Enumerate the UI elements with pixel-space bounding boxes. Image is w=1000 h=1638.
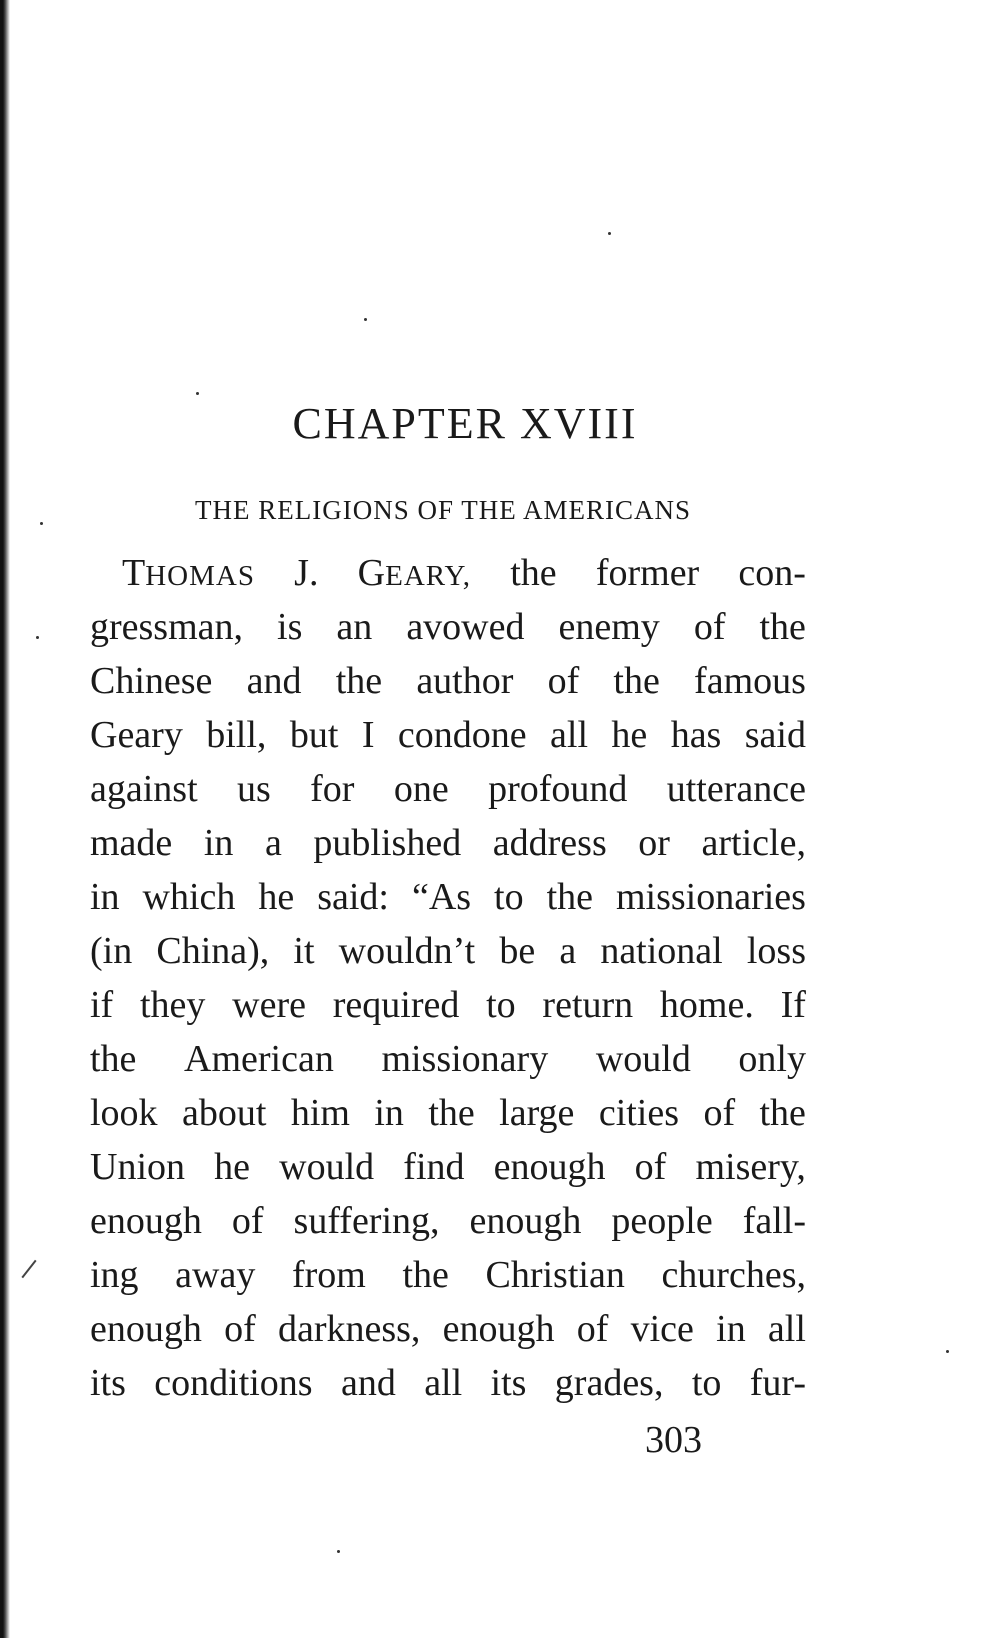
word: required — [332, 984, 460, 1026]
word: find — [403, 1146, 465, 1188]
word: he — [611, 714, 648, 756]
word: people — [611, 1200, 713, 1242]
word: one — [393, 768, 449, 810]
word: “As — [411, 876, 472, 918]
binding-edge — [0, 0, 10, 1638]
word: of — [224, 1308, 256, 1350]
text-line-first — [90, 546, 806, 600]
word: (in — [90, 930, 133, 972]
word: all — [424, 1362, 463, 1404]
word: of — [547, 660, 580, 702]
word: utterance — [666, 768, 806, 810]
text-line — [90, 816, 806, 870]
body-paragraph — [90, 546, 806, 1410]
word: enough — [442, 1308, 555, 1350]
word: enough — [90, 1308, 202, 1350]
word: about — [181, 1092, 267, 1134]
word: in — [374, 1092, 404, 1134]
word: wouldn’t — [338, 930, 476, 972]
word: said: — [317, 876, 389, 918]
word: which — [142, 876, 236, 918]
word: national — [600, 930, 723, 972]
word: the — [428, 1092, 475, 1134]
word: its — [490, 1362, 527, 1404]
word: in — [203, 822, 234, 864]
word: a — [559, 930, 577, 972]
word: he — [214, 1146, 251, 1188]
text-line — [90, 978, 806, 1032]
word: bill, — [206, 714, 267, 756]
text-line — [90, 1194, 806, 1248]
word: enough — [493, 1146, 606, 1188]
word: said — [744, 714, 806, 756]
word: and — [246, 660, 302, 702]
word: vice — [630, 1308, 694, 1350]
word: away — [175, 1254, 256, 1296]
word: address — [492, 822, 607, 864]
word: American — [184, 1038, 334, 1080]
word: the — [759, 606, 806, 648]
word: of — [703, 1092, 736, 1134]
word: famous — [694, 660, 806, 702]
opening-name: THOMAS — [122, 552, 255, 594]
word: the — [613, 660, 660, 702]
word: to — [486, 984, 516, 1026]
word: Chinese — [90, 660, 213, 702]
word: it — [293, 930, 315, 972]
word: grades, — [554, 1362, 664, 1404]
scan-speck — [364, 318, 367, 321]
word: for — [310, 768, 355, 810]
opening-middle-initial: J. — [294, 552, 319, 594]
word: made — [90, 822, 173, 864]
word: him — [290, 1092, 350, 1134]
word: all — [550, 714, 588, 756]
word: of — [576, 1308, 609, 1350]
word: China), — [156, 930, 270, 972]
word: and — [340, 1362, 396, 1404]
word: cities — [598, 1092, 680, 1134]
text-line — [90, 1032, 806, 1086]
text-line — [90, 870, 806, 924]
word: of — [693, 606, 726, 648]
scan-speck — [608, 232, 611, 235]
word: or — [638, 822, 670, 864]
word: a — [264, 822, 282, 864]
word: missionary — [381, 1038, 549, 1080]
page-number: 303 — [645, 1419, 702, 1461]
word: the — [510, 552, 557, 594]
word: return — [542, 984, 634, 1026]
word: if — [90, 984, 114, 1026]
text-line — [90, 762, 806, 816]
word: article, — [701, 822, 806, 864]
word: Christian — [485, 1254, 625, 1296]
word: missionaries — [615, 876, 806, 918]
word: avowed — [406, 606, 525, 648]
text-lines — [90, 600, 806, 1410]
word: published — [313, 822, 462, 864]
word: fur- — [749, 1362, 806, 1404]
word: condone — [397, 714, 527, 756]
scan-speck — [946, 1350, 949, 1353]
word: enemy — [558, 606, 660, 648]
word: ing — [90, 1254, 139, 1296]
text-line — [90, 654, 806, 708]
word: against — [90, 768, 198, 810]
word: of — [634, 1146, 667, 1188]
chapter-subtitle: THE RELIGIONS OF THE AMERICANS — [194, 495, 691, 525]
word: would — [279, 1146, 375, 1188]
word: the — [546, 876, 594, 918]
word: suffering, — [293, 1200, 440, 1242]
word: churches, — [661, 1254, 806, 1296]
text-line — [90, 600, 806, 654]
word: all — [767, 1308, 806, 1350]
word: the — [335, 660, 383, 702]
word: the — [90, 1038, 137, 1080]
text-line — [90, 708, 806, 762]
text-line — [90, 1356, 806, 1410]
word: is — [277, 606, 303, 648]
word: an — [336, 606, 373, 648]
word: would — [595, 1038, 691, 1080]
word: loss — [746, 930, 806, 972]
word: were — [232, 984, 306, 1026]
word: us — [237, 768, 271, 810]
word: the — [759, 1092, 806, 1134]
text-line — [90, 1140, 806, 1194]
scan-speck — [196, 392, 199, 395]
word: profound — [488, 768, 628, 810]
scan-speck — [36, 636, 39, 639]
word: they — [139, 984, 206, 1026]
word: large — [499, 1092, 575, 1134]
word: con- — [738, 552, 806, 594]
word: conditions — [154, 1362, 313, 1404]
word: fall- — [742, 1200, 806, 1242]
word: in — [90, 876, 120, 918]
text-line — [90, 1248, 806, 1302]
text-line — [90, 1302, 806, 1356]
word: but — [289, 714, 339, 756]
word: If — [780, 984, 806, 1026]
chapter-title: CHAPTER XVIII — [292, 399, 638, 448]
word: look — [90, 1092, 158, 1134]
word: Union — [90, 1146, 185, 1188]
text-line — [90, 924, 806, 978]
word: to — [691, 1362, 722, 1404]
word: from — [291, 1254, 366, 1296]
word: gressman, — [90, 606, 244, 648]
word: author — [416, 660, 514, 702]
stray-pen-mark — [21, 1260, 36, 1279]
word: to — [494, 876, 524, 918]
word: enough — [90, 1200, 202, 1242]
word: home. — [659, 984, 754, 1026]
word: misery, — [695, 1146, 806, 1188]
word: the — [402, 1254, 449, 1296]
word: I — [361, 714, 375, 756]
word: has — [670, 714, 722, 756]
word: be — [499, 930, 536, 972]
word: Geary — [90, 714, 183, 756]
word: darkness, — [277, 1308, 421, 1350]
word: he — [258, 876, 295, 918]
word: its — [90, 1362, 126, 1404]
word: only — [738, 1038, 806, 1080]
word: in — [716, 1308, 746, 1350]
word: former — [595, 552, 700, 594]
word: of — [231, 1200, 264, 1242]
word: enough — [469, 1200, 582, 1242]
scan-speck — [337, 1550, 340, 1553]
text-line — [90, 1086, 806, 1140]
opening-surname: GEARY, — [357, 552, 471, 594]
